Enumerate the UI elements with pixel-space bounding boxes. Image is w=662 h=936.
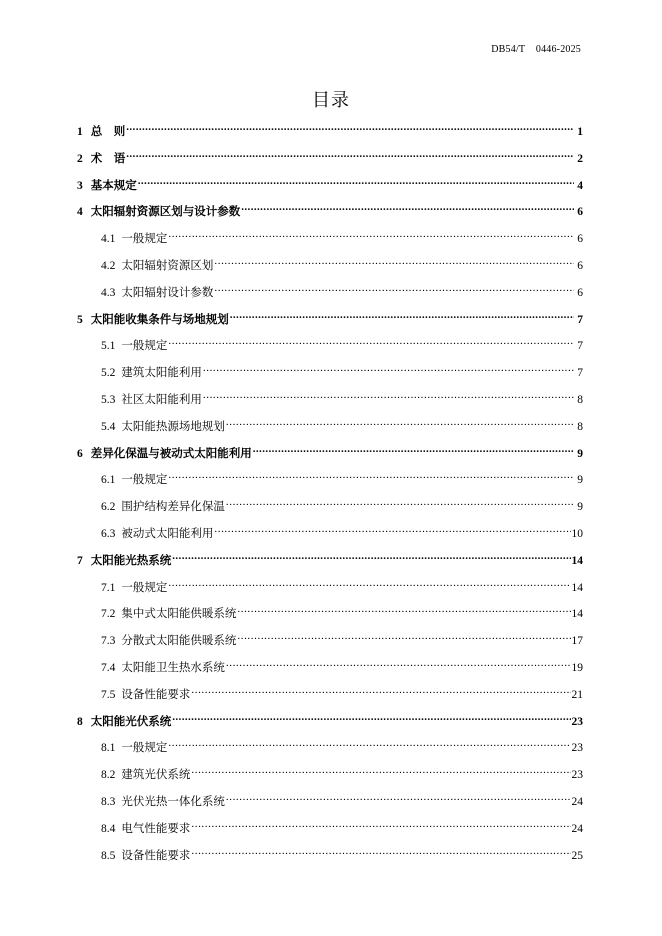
toc-dot-leader [226,500,574,510]
toc-entry-title: 社区太阳能利用 [121,391,202,406]
toc-entry-page-number: 4 [577,179,583,192]
toc-dot-leader [168,473,574,483]
toc-entry-number: 7.2 [101,608,116,621]
toc-dot-leader [226,420,574,430]
document-code: DB54/T 0446-2025 [491,44,581,55]
toc-entry-title: 建筑太阳能利用 [121,365,202,380]
toc-entry-title: 太阳辐射资源区划 [121,257,214,272]
toc-section-entry[interactable] [77,682,583,709]
toc-dot-leader [214,259,574,269]
toc-entry-page-number: 10 [571,527,583,540]
toc-entry-number: 5.3 [101,393,116,406]
toc-section-entry[interactable] [77,575,583,602]
toc-dot-leader [226,661,571,671]
toc-section-entry[interactable] [77,494,583,521]
toc-dot-leader [168,232,574,242]
toc-dot-leader [172,554,570,564]
toc-chapter-entry[interactable] [77,173,583,200]
toc-entry-title: 差异化保温与被动式太阳能利用 [90,445,252,460]
toc-entry-number: 5.2 [101,367,116,380]
toc-chapter-entry[interactable] [77,441,583,468]
toc-entry-page-number: 19 [571,661,583,674]
toc-section-entry[interactable] [77,735,583,762]
toc-entry-page-number: 24 [571,795,583,808]
toc-entry-number: 7.5 [101,688,116,701]
toc-entry-number: 6 [77,447,83,460]
toc-entry-title: 建筑光伏系统 [121,767,191,782]
toc-entry-title: 一般规定 [121,231,168,246]
toc-entry-page-number: 7 [577,340,583,353]
toc-entry-title: 太阳能收集条件与场地规划 [90,311,229,326]
toc-entry-page-number: 9 [577,474,583,487]
toc-dot-leader [214,527,570,537]
toc-section-entry[interactable] [77,226,583,253]
toc-dot-leader [168,581,570,591]
toc-section-entry[interactable] [77,816,583,843]
toc-entry-page-number: 7 [577,367,583,380]
toc-entry-number: 8.4 [101,822,116,835]
toc-section-entry[interactable] [77,601,583,628]
toc-entry-title: 一般规定 [121,472,168,487]
toc-dot-leader [191,822,570,832]
toc-section-entry[interactable] [77,253,583,280]
toc-section-entry[interactable] [77,360,583,387]
toc-entry-title: 设备性能要求 [121,686,191,701]
toc-entry-page-number: 9 [577,501,583,514]
toc-dot-leader [226,795,571,805]
toc-entry-page-number: 21 [571,688,583,701]
toc-entry-number: 4.2 [101,259,116,272]
toc-dot-leader [168,741,570,751]
toc-entry-page-number: 7 [577,313,583,326]
toc-entry-title: 一般规定 [121,740,168,755]
toc-entry-page-number: 2 [577,152,583,165]
toc-section-entry[interactable] [77,467,583,494]
toc-entry-number: 4 [77,206,83,219]
toc-chapter-entry[interactable] [77,307,583,334]
toc-dot-leader [191,768,570,778]
table-of-contents [77,119,583,869]
toc-entry-number: 2 [77,152,83,165]
toc-entry-number: 4.1 [101,233,116,246]
toc-entry-page-number: 14 [571,554,583,567]
toc-dot-leader [203,393,574,403]
toc-entry-title: 集中式太阳能供暖系统 [121,606,237,621]
toc-dot-leader [168,339,574,349]
toc-entry-number: 3 [77,179,83,192]
toc-chapter-entry[interactable] [77,119,583,146]
toc-section-entry[interactable] [77,655,583,682]
toc-chapter-entry[interactable] [77,548,583,575]
toc-entry-page-number: 14 [571,581,583,594]
toc-entry-page-number: 24 [571,822,583,835]
toc-dot-leader [126,152,574,162]
toc-dot-leader [126,125,574,135]
toc-entry-title: 总 则 [90,124,126,138]
toc-entry-number: 5.4 [101,420,116,433]
toc-entry-title: 太阳能光伏系统 [90,713,172,728]
toc-section-entry[interactable] [77,414,583,441]
toc-entry-page-number: 17 [571,635,583,648]
toc-dot-leader [230,313,574,323]
toc-entry-title: 太阳能光热系统 [90,552,172,567]
toc-section-entry[interactable] [77,333,583,360]
toc-entry-number: 8.5 [101,849,116,862]
toc-entry-page-number: 6 [577,286,583,299]
toc-entry-number: 4.3 [101,286,116,299]
toc-entry-page-number: 25 [571,849,583,862]
page-title: 目录 [312,90,350,111]
toc-dot-leader [172,715,570,725]
toc-entry-title: 一般规定 [121,579,168,594]
toc-entry-number: 8.1 [101,742,116,755]
toc-dot-leader [241,205,574,215]
toc-chapter-entry[interactable] [77,709,583,736]
toc-section-entry[interactable] [77,521,583,548]
toc-entry-title: 光伏光热一体化系统 [121,793,225,808]
toc-entry-number: 6.3 [101,527,116,540]
toc-section-entry[interactable] [77,789,583,816]
toc-chapter-entry[interactable] [77,199,583,226]
toc-section-entry[interactable] [77,762,583,789]
toc-section-entry[interactable] [77,387,583,414]
toc-entry-page-number: 23 [571,769,583,782]
toc-section-entry[interactable] [77,280,583,307]
toc-entry-page-number: 23 [571,715,583,728]
toc-entry-title: 太阳能卫生热水系统 [121,659,225,674]
toc-entry-page-number: 9 [577,447,583,460]
toc-entry-number: 7.3 [101,635,116,648]
toc-entry-title: 术 语 [90,150,126,165]
toc-entry-page-number: 8 [577,393,583,406]
toc-entry-page-number: 23 [571,742,583,755]
toc-dot-leader [191,849,570,859]
toc-entry-title: 围护结构差异化保温 [121,499,225,514]
toc-dot-leader [237,634,570,644]
toc-dot-leader [253,447,574,457]
toc-entry-title: 太阳辐射资源区划与设计参数 [90,204,241,219]
toc-entry-title: 设备性能要求 [121,847,191,862]
toc-entry-page-number: 8 [577,420,583,433]
toc-entry-page-number: 6 [577,233,583,246]
toc-entry-number: 5.1 [101,340,116,353]
toc-entry-title: 被动式太阳能利用 [121,525,214,540]
toc-entry-number: 6.1 [101,474,116,487]
toc-section-entry[interactable] [77,628,583,655]
toc-entry-title: 太阳辐射设计参数 [121,284,214,299]
toc-entry-title: 太阳能热源场地规划 [121,418,225,433]
toc-entry-number: 7.4 [101,661,116,674]
toc-entry-page-number: 14 [571,608,583,621]
toc-dot-leader [191,688,570,698]
toc-dot-leader [203,366,574,376]
toc-dot-leader [138,179,574,189]
toc-dot-leader [237,607,570,617]
toc-entry-title: 分散式太阳能供暖系统 [121,633,237,648]
toc-entry-number: 7.1 [101,581,116,594]
toc-dot-leader [214,286,574,296]
toc-entry-page-number: 6 [577,259,583,272]
toc-entry-number: 8 [77,715,83,728]
toc-entry-title: 基本规定 [90,177,137,192]
toc-entry-page-number: 6 [577,206,583,219]
toc-chapter-entry[interactable] [77,146,583,173]
toc-entry-page-number: 1 [577,126,583,138]
toc-entry-number: 5 [77,313,83,326]
toc-entry-number: 7 [77,554,83,567]
toc-entry-title: 电气性能要求 [121,820,191,835]
toc-entry-number: 8.3 [101,795,116,808]
toc-entry-number: 1 [77,126,83,138]
toc-entry-number: 6.2 [101,501,116,514]
toc-section-entry[interactable] [77,843,583,870]
toc-entry-title: 一般规定 [121,338,168,353]
toc-entry-number: 8.2 [101,769,116,782]
